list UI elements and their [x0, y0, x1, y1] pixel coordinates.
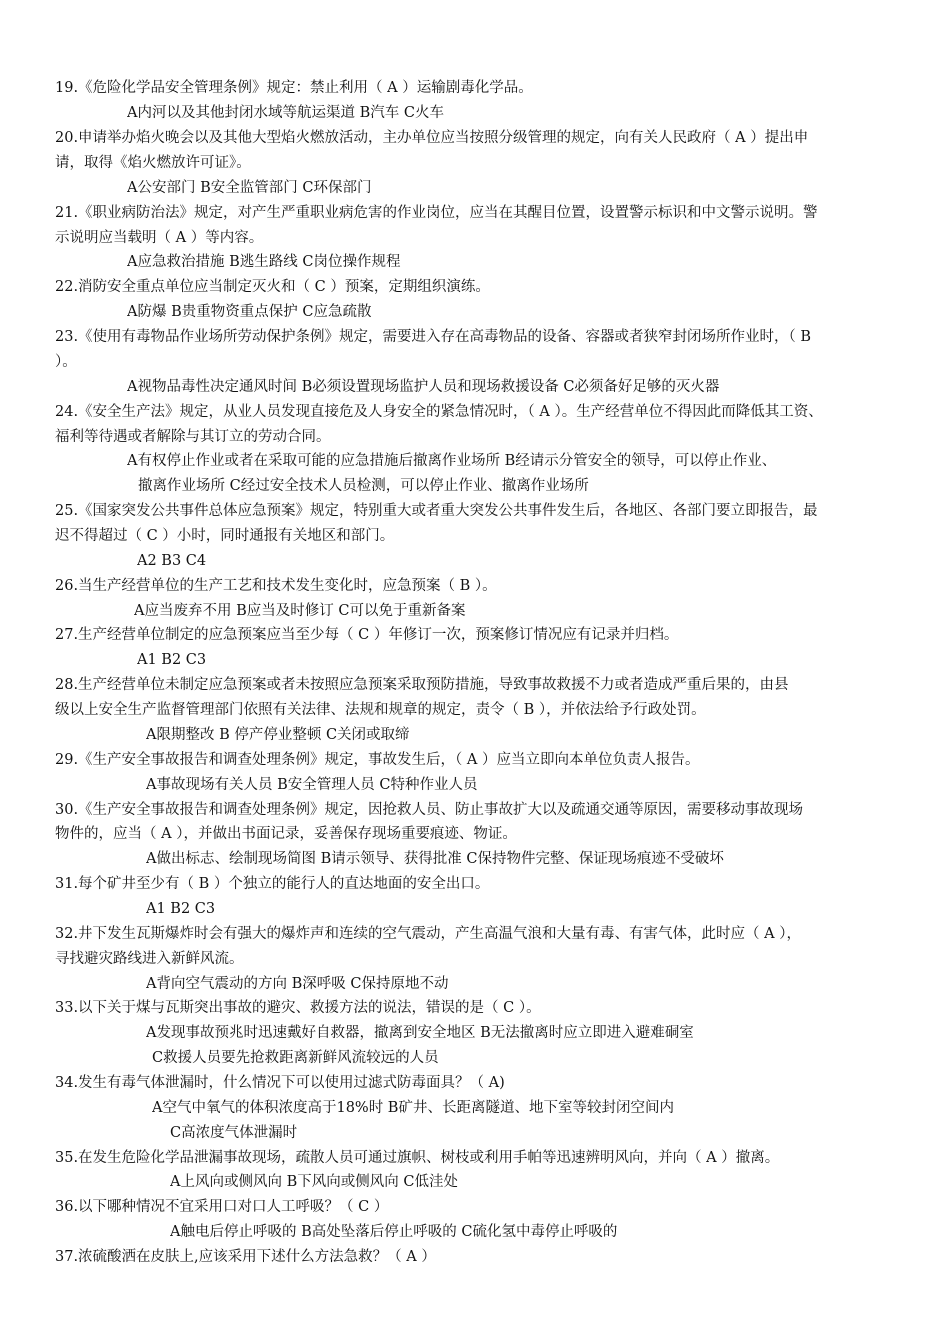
options-35: A上风向或侧风向 B下风向或侧风向 C低洼处 [170, 1174, 458, 1190]
options-30: A做出标志、绘制现场简图 B请示领导、获得批准 C保持物件完整、保证现场痕迹不受破坏 [146, 851, 724, 867]
question-20: 20.申请举办焰火晚会以及其他大型焰火燃放活动，主办单位应当按照分级管理的规定，向有关人民政府（ A ）提出申 [55, 130, 809, 146]
options-33: A发现事故预兆时迅速戴好自救器，撤离到安全地区 B无法撤离时应立即进入避难硐室 [146, 1025, 694, 1041]
question-26: 26.当生产经营单位的生产工艺和技术发生变化时，应急预案（ B ）。 [55, 578, 497, 594]
options-24: A有权停止作业或者在采取可能的应急措施后撤离作业场所 B经请示分管安全的领导，可以停止作业、 [127, 453, 777, 469]
question-19: 19.《危险化学品安全管理条例》规定：禁止利用（ A ）运输剧毒化学品。 [55, 80, 533, 96]
question-21: 21.《职业病防治法》规定，对产生严重职业病危害的作业岗位，应当在其醒目位置，设置警示标识和中文警示说明。警 [55, 205, 818, 221]
question-29: 29.《生产安全事故报告和调查处理条例》规定，事故发生后，（ A ）应当立即向本单位负责人报告。 [55, 752, 700, 768]
question-28-cont: 级以上安全生产监督管理部门依照有关法律、法规和规章的规定，责令（ B ），并依法给予行政处罚。 [55, 702, 706, 718]
question-20-cont: 请，取得《焰火燃放许可证》。 [55, 155, 251, 171]
options-20: A公安部门 B安全监管部门 C环保部门 [127, 180, 372, 196]
question-32: 32.井下发生瓦斯爆炸时会有强大的爆炸声和连续的空气震动，产生高温气浪和大量有毒、有害气体，此时应（ A ）， [55, 926, 801, 942]
options-22: A防爆 B贵重物资重点保护 C应急疏散 [127, 304, 372, 320]
question-30-cont: 物件的，应当（ A ），并做出书面记录，妥善保存现场重要痕迹、物证。 [55, 826, 517, 842]
options-25: A2 B3 C4 [137, 553, 207, 569]
question-34: 34.发生有毒气体泄漏时，什么情况下可以使用过滤式防毒面具？（ A) [55, 1075, 505, 1091]
question-31: 31.每个矿井至少有（ B ）个独立的能行人的直达地面的安全出口。 [55, 876, 490, 892]
options-28: A限期整改 B 停产停业整顿 C关闭或取缔 [146, 727, 410, 743]
question-27: 27.生产经营单位制定的应急预案应当至少每（ C ）年修订一次，预案修订情况应有记录并归档。 [55, 627, 679, 643]
question-37: 37.浓硫酸洒在皮肤上,应该采用下述什么方法急救？（ A ） [55, 1249, 436, 1265]
question-24: 24.《安全生产法》规定，从业人员发现直接危及人身安全的紧急情况时，（ A ）。生产经营单位不得因此而降低其工资、 [55, 404, 823, 420]
question-33: 33.以下关于煤与瓦斯突出事故的避灾、救援方法的说法，错误的是（ C ）。 [55, 1000, 541, 1016]
options-34: A空气中氧气的体积浓度高于18%时 B矿井、长距离隧道、地下室等较封闭空间内 [152, 1100, 674, 1116]
question-25: 25.《国家突发公共事件总体应急预案》规定，特别重大或者重大突发公共事件发生后，各地区、各部门要立即报告，最 [55, 503, 818, 519]
question-30: 30.《生产安全事故报告和调查处理条例》规定，因抢救人员、防止事故扩大以及疏通交通等原因，需要移动事故现场 [55, 802, 804, 818]
question-23-cont: ）。 [55, 354, 77, 370]
options-32: A背向空气震动的方向 B深呼吸 C保持原地不动 [146, 976, 449, 992]
options-31: A1 B2 C3 [146, 901, 216, 917]
options-19: A内河以及其他封闭水域等航运渠道 B汽车 C火车 [127, 105, 444, 121]
options-36: A触电后停止呼吸的 B高处坠落后停止呼吸的 C硫化氢中毒停止呼吸的 [170, 1224, 618, 1240]
options-26: A应当废弃不用 B应当及时修订 C可以免于重新备案 [134, 603, 466, 619]
options-24-cont: 撤离作业场所 C经过安全技术人员检测，可以停止作业、撤离作业场所 [138, 478, 589, 494]
question-21-cont: 示说明应当载明（ A ）等内容。 [55, 230, 264, 246]
options-34-cont: C高浓度气体泄漏时 [170, 1125, 298, 1141]
question-28: 28.生产经营单位未制定应急预案或者未按照应急预案采取预防措施，导致事故救援不力或者造成严重后果的，由县 [55, 677, 789, 693]
options-21: A应急救治措施 B逃生路线 C岗位操作规程 [127, 254, 401, 270]
question-32-cont: 寻找避灾路线进入新鲜风流。 [55, 951, 244, 967]
question-23: 23.《使用有毒物品作业场所劳动保护条例》规定，需要进入存在高毒物品的设备、容器或者狭窄封闭场所作业时，（ B [55, 329, 812, 345]
question-24-cont: 福利等待遇或者解除与其订立的劳动合同。 [55, 429, 331, 445]
question-36: 36.以下哪种情况不宜采用口对口人工呼吸？（ C ） [55, 1199, 389, 1215]
options-33-cont: C救援人员要先抢救距离新鲜风流较远的人员 [152, 1050, 439, 1066]
question-35: 35.在发生危险化学品泄漏事故现场，疏散人员可通过旗帜、树枝或利用手帕等迅速辨明风向，并向（ A ）撤离。 [55, 1150, 780, 1166]
question-25-cont: 迟不得超过（ C ）小时，同时通报有关地区和部门。 [55, 528, 395, 544]
options-29: A事故现场有关人员 B安全管理人员 C特种作业人员 [146, 777, 478, 793]
options-23: A视物品毒性决定通风时间 B必须设置现场监护人员和现场救援设备 C必须备好足够的灭火器 [127, 379, 720, 395]
options-27: A1 B2 C3 [137, 652, 207, 668]
question-22: 22.消防安全重点单位应当制定灭火和（ C ）预案，定期组织演练。 [55, 279, 490, 295]
